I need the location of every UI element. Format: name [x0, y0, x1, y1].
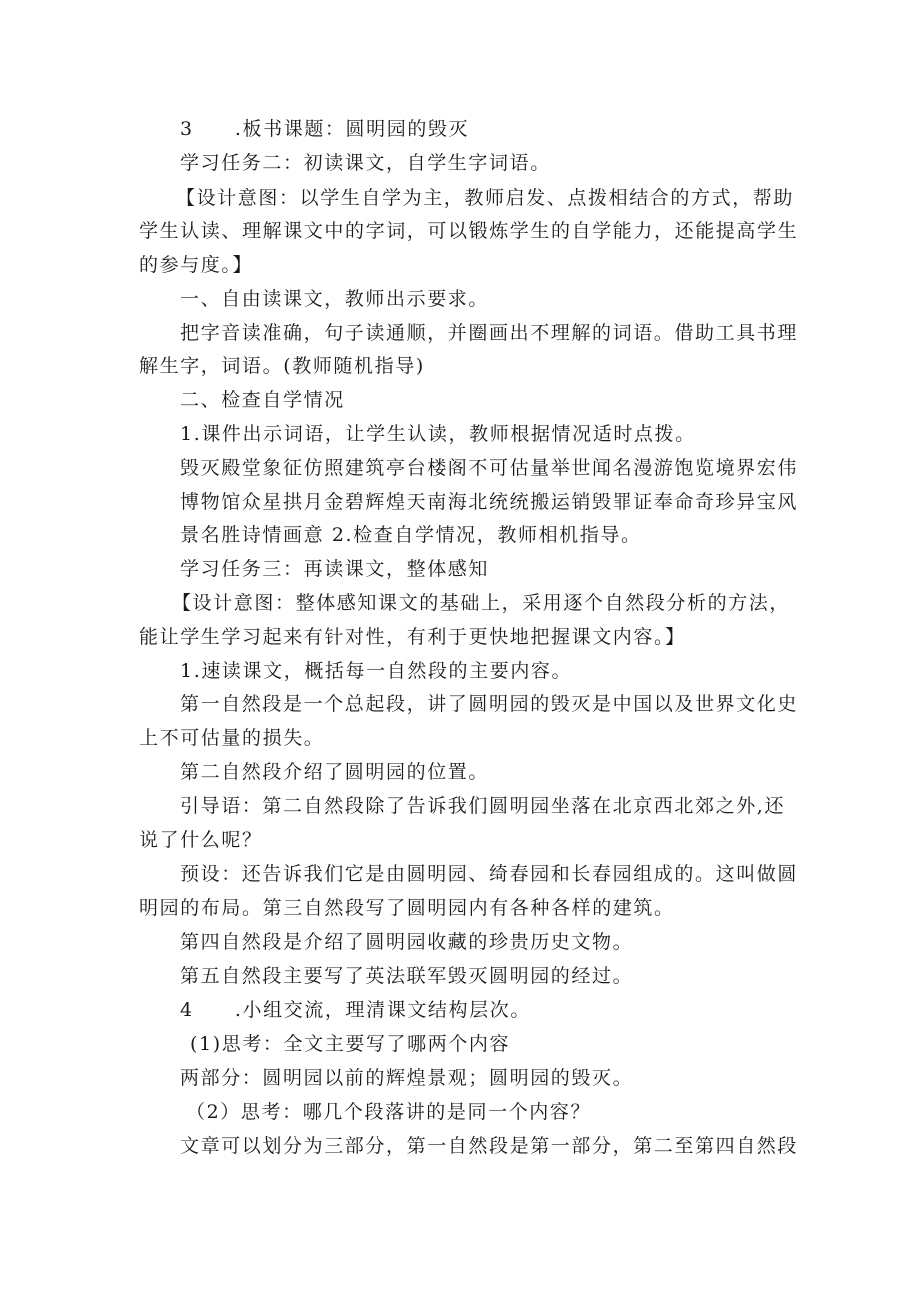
- text-line: 学习任务二：初读课文，自学生字词语。: [180, 152, 551, 174]
- text-line: 上不可估量的损失。: [139, 727, 325, 749]
- text-line: 引导语：第二自然段除了告诉我们圆明园坐落在北京西北郊之外,还: [180, 795, 786, 817]
- text-line: 1.课件出示词语，让学生认读，教师根据情况适时点拨。: [180, 423, 696, 445]
- text-line: 【设计意图：整体感知课文的基础上，采用逐个自然段分析的方法，: [172, 592, 791, 614]
- text-line: 两部分：圆明园以前的辉煌景观；圆明园的毁灭。: [180, 1067, 634, 1089]
- text-line: 毁灭殿堂象征仿照建筑亭台楼阁不可估量举世闻名漫游饱览境界宏伟: [180, 457, 799, 479]
- text-line: (1)思考：全文主要写了哪两个内容: [190, 1033, 511, 1055]
- text-line: 1.速读课文，概括每一自然段的主要内容。: [180, 660, 573, 682]
- text-line: 【设计意图：以学生自学为主，教师启发、点拨相结合的方式，帮助: [176, 187, 795, 209]
- text-line: 4 .小组交流，理清课文结构层次。: [180, 999, 531, 1021]
- text-line: 第五自然段主要写了英法联军毁灭圆明园的经过。: [180, 965, 634, 987]
- text-line: 文章可以划分为三部分，第一自然段是第一部分，第二至第四自然段: [180, 1135, 799, 1157]
- text-line: 二、检查自学情况: [180, 389, 345, 411]
- text-line: 学生认读、理解课文中的字词，可以锻炼学生的自学能力，还能提高学生: [139, 220, 799, 242]
- text-line: 说了什么呢？: [139, 829, 263, 851]
- text-line: （2）思考：哪几个段落讲的是同一个内容？: [186, 1101, 592, 1123]
- text-line: 把字音读准确，句子读通顺，并圈画出不理解的词语。借助工具书理: [180, 322, 799, 344]
- text-line: 明园的布局。第三自然段写了圆明园内有各种各样的建筑。: [139, 897, 675, 919]
- text-line: 第二自然段介绍了圆明园的位置。: [180, 761, 490, 783]
- text-line: 博物馆众星拱月金碧辉煌天南海北统统搬运销毁罪证奉命奇珍异宝风: [180, 491, 799, 513]
- text-line: 景名胜诗情画意 2.检查自学情况，教师相机指导。: [180, 524, 642, 546]
- text-line: 3 .板书课题：圆明园的毁灭: [180, 118, 470, 140]
- text-line: 的参与度。】: [139, 254, 254, 276]
- text-line: 解生字，词语。(教师随机指导): [139, 355, 425, 377]
- text-line: 预设：还告诉我们它是由圆明园、绮春园和长春园组成的。这叫做圆: [180, 863, 799, 885]
- text-line: 一、自由读课文，教师出示要求。: [180, 288, 490, 310]
- text-line: 能让学生学习起来有针对性，有利于更快地把握课文内容。】: [139, 626, 686, 648]
- text-line: 第四自然段是介绍了圆明园收藏的珍贵历史文物。: [180, 931, 634, 953]
- text-line: 第一自然段是一个总起段，讲了圆明园的毁灭是中国以及世界文化史: [180, 693, 799, 715]
- text-line: 学习任务三：再读课文，整体感知: [180, 558, 490, 580]
